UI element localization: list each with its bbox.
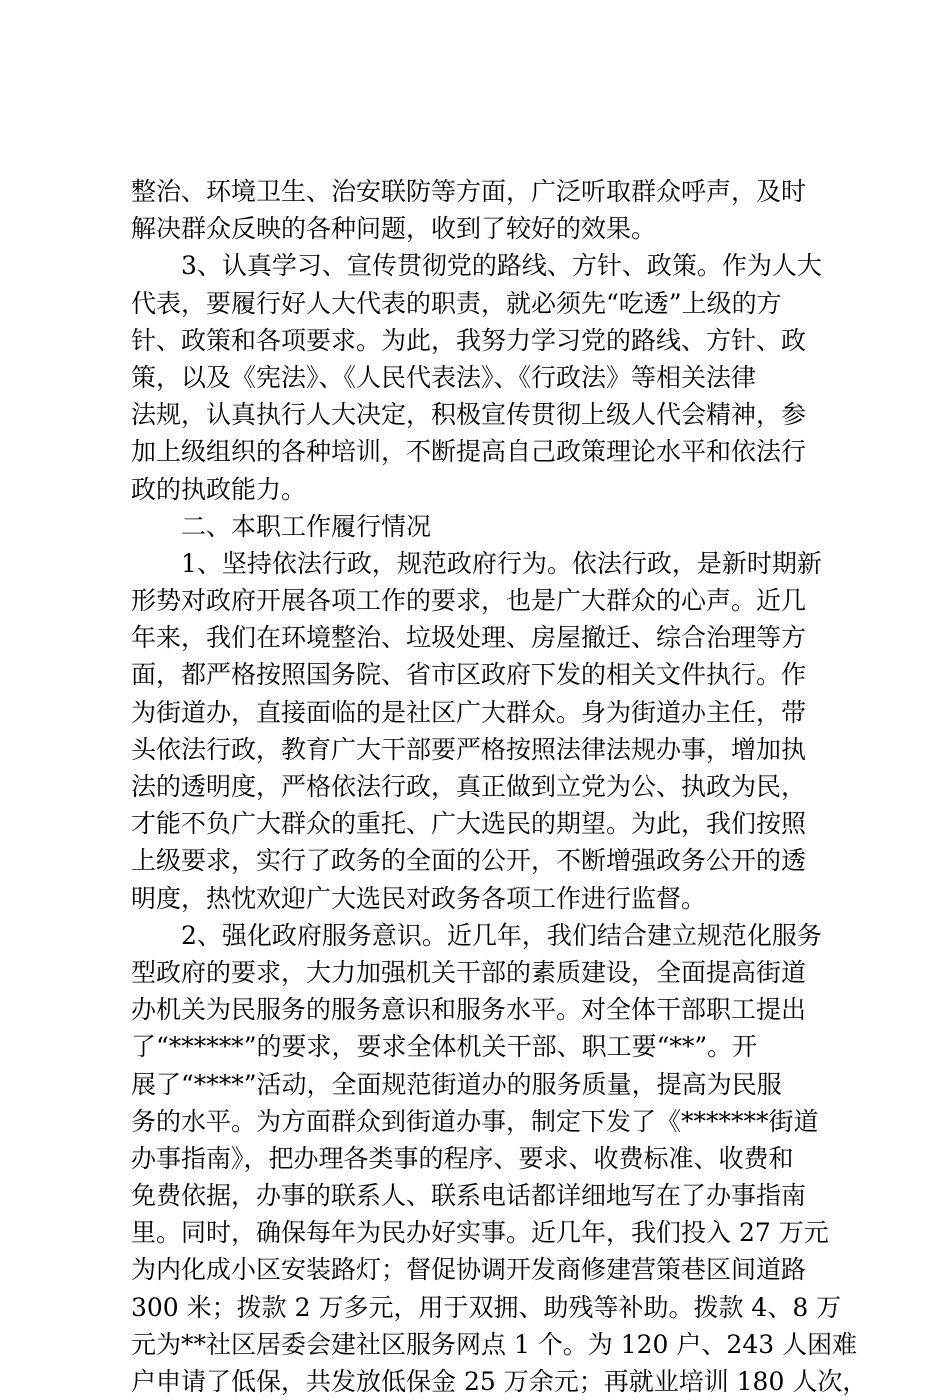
text-line: 法的透明度，严格依法行政，真正做到立党为公、执政为民， <box>131 772 807 801</box>
text-line: 型政府的要求，大力加强机关干部的素质建设，全面提高街道 <box>131 957 807 987</box>
text-line: 政的执政能力。 <box>131 474 307 504</box>
text-line: 1、坚持依法行政，规范政府行为。依法行政，是新时期新 <box>131 548 822 578</box>
text-line: 元为**社区居委会建社区服务网点 1 个。为 120 户、243 人困难 <box>131 1329 858 1359</box>
text-line: 办事指南》，把办理各类事的程序、要求、收费标准、收费和 <box>131 1143 794 1173</box>
text-line: 展了“****”活动，全面规范街道办的服务质量，提高为民服 <box>131 1069 782 1099</box>
text-line: 代表，要履行好人大代表的职责，就必须先“吃透”上级的方 <box>131 288 782 318</box>
text-line: 年来，我们在环境整治、垃圾处理、房屋撤迁、综合治理等方 <box>131 623 807 653</box>
text-line: 办机关为民服务的服务意识和服务水平。对全体干部职工提出 <box>131 995 807 1025</box>
text-line: 务的水平。为方面群众到街道办事，制定下发了《*******街道 <box>131 1106 819 1136</box>
text-line: 整治、环境卫生、治安联防等方面，广泛听取群众呼声，及时 <box>131 177 807 206</box>
text-line: 明度，热忱欢迎广大选民对政务各项工作进行监督。 <box>131 883 707 913</box>
text-line: 针、政策和各项要求。为此，我努力学习党的路线、方针、政 <box>131 325 807 355</box>
text-line: 解决群众反映的各种问题，收到了较好的效果。 <box>131 214 657 244</box>
text-line: 面，都严格按照国务院、省市区政府下发的相关文件执行。作 <box>131 660 807 690</box>
text-line: 户申请了低保，共发放低保金 25 万余元；再就业培训 180 人次， <box>131 1367 868 1396</box>
document-body <box>131 173 868 1400</box>
text-line: 2、强化政府服务意识。近几年，我们结合建立规范化服务 <box>131 920 822 950</box>
text-line: 二、本职工作履行情况 <box>131 511 432 541</box>
text-line: 3、认真学习、宣传贯彻党的路线、方针、政策。作为人大 <box>131 251 822 281</box>
text-line: 免费依据，办事的联系人、联系电话都详细地写在了办事指南 <box>131 1181 807 1211</box>
text-line: 形势对政府开展各项工作的要求，也是广大群众的心声。近几 <box>131 586 807 616</box>
text-line: 上级要求，实行了政务的全面的公开，不断增强政务公开的透 <box>131 846 807 876</box>
text-line: 加上级组织的各种培训，不断提高自己政策理论水平和依法行 <box>131 437 807 467</box>
text-line: 才能不负广大群众的重托、广大选民的期望。为此，我们按照 <box>131 809 807 839</box>
text-line: 法规，认真执行人大决定，积极宣传贯彻上级人代会精神，参 <box>131 400 807 430</box>
text-line: 为内化成小区安装路灯；督促协调开发商修建营策巷区间道路 <box>131 1255 807 1285</box>
text-line: 了“******”的要求，要求全体机关干部、职工要“**”。开 <box>131 1032 758 1062</box>
text-line: 头依法行政，教育广大干部要严格按照法律法规办事，增加执 <box>131 734 807 764</box>
text-line: 为街道办，直接面临的是社区广大群众。身为街道办主任，带 <box>131 697 807 727</box>
text-line: 300 米；拨款 2 万多元，用于双拥、助残等补助。拨款 4、8 万 <box>131 1292 842 1322</box>
text-line: 策，以及《宪法》、《人民代表法》、《行政法》等相关法律 <box>131 362 757 392</box>
text-line: 里。同时，确保每年为民办好实事。近几年，我们投入 27 万元 <box>131 1218 829 1248</box>
